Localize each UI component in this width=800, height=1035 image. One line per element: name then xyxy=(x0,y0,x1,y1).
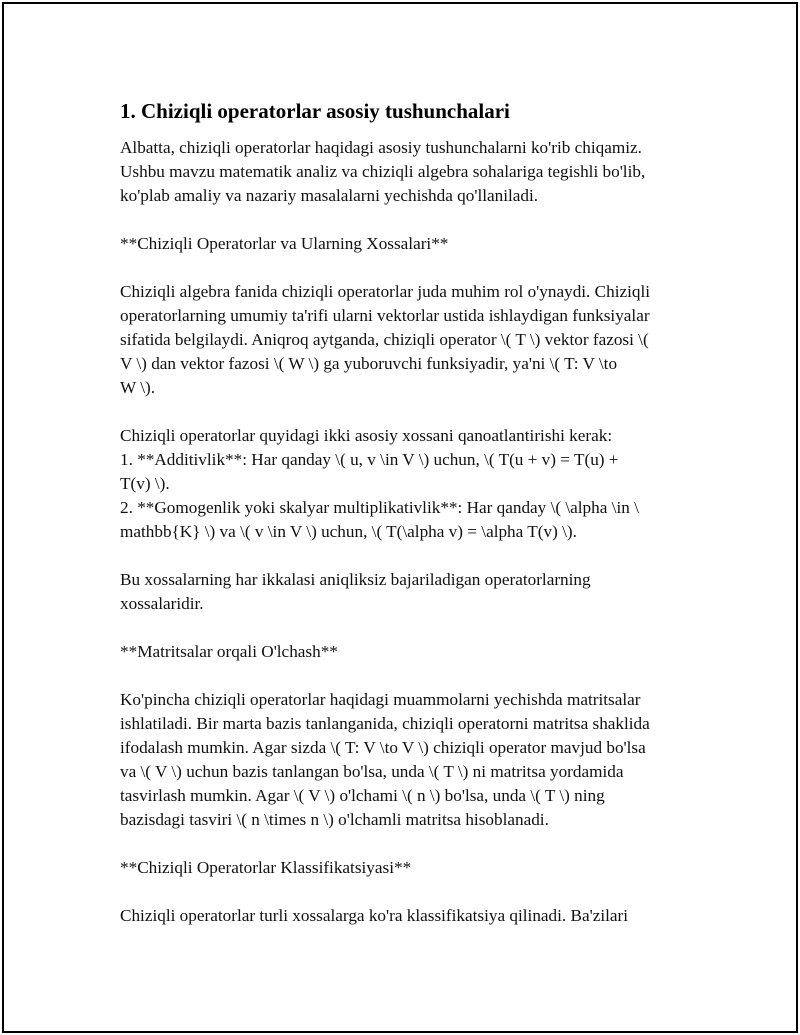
text-line: **Matritsalar orqali O'lchash** xyxy=(120,642,338,661)
text-line: ifodalash mumkin. Agar sizda \( T: V \to V \) chiziqli operator mavjud bo'lsa xyxy=(120,738,646,757)
paragraph xyxy=(120,640,695,664)
paragraph xyxy=(120,232,695,256)
text-line: 2. **Gomogenlik yoki skalyar multiplikativlik**: Har qanday \( \alpha \in \ xyxy=(120,498,639,517)
text-line: operatorlarning umumiy ta'rifi ularni vektorlar ustida ishlaydigan funksiyalar xyxy=(120,306,650,325)
paragraph xyxy=(120,856,695,880)
document-body xyxy=(120,98,695,952)
text-line: V \) dan vektor fazosi \( W \) ga yuboruvchi funksiyadir, ya'ni \( T: V \to xyxy=(120,354,618,373)
text-line: **Chiziqli Operatorlar va Ularning Xossalari** xyxy=(120,234,449,253)
paragraph xyxy=(120,568,695,616)
text-line: mathbb{K} \) va \( v \in V \) uchun, \( T(\alpha v) = \alpha T(v) \). xyxy=(120,522,577,541)
text-line: Chiziqli operatorlar turli xossalarga ko'ra klassifikatsiya qilinadi. Ba'zilari xyxy=(120,906,628,925)
text-line: Chiziqli algebra fanida chiziqli operatorlar juda muhim rol o'ynaydi. Chiziqli xyxy=(120,282,651,301)
text-line: bazisdagi tasviri \( n \times n \) o'lchamli matritsa hisoblanadi. xyxy=(120,810,549,829)
text-line: 1. **Additivlik**: Har qanday \( u, v \in V \) uchun, \( T(u + v) = T(u) + xyxy=(120,450,619,469)
text-line: W \). xyxy=(120,378,156,397)
text-line: **Chiziqli Operatorlar Klassifikatsiyasi** xyxy=(120,858,412,877)
text-line: Bu xossalarning har ikkalasi aniqliksiz bajariladigan operatorlarning xyxy=(120,570,591,589)
text-line: xossalaridir. xyxy=(120,594,204,613)
text-line: Ushbu mavzu matematik analiz va chiziqli algebra sohalariga tegishli bo'lib, xyxy=(120,162,646,181)
text-line: sifatida belgilaydi. Aniqroq aytganda, chiziqli operator \( T \) vektor fazosi \( xyxy=(120,330,649,349)
page-frame xyxy=(2,2,798,1033)
document-title: 1. Chiziqli operatorlar asosiy tushunchalari xyxy=(120,99,510,123)
text-line: ko'plab amaliy va nazariy masalalarni yechishda qo'llaniladi. xyxy=(120,186,539,205)
paragraph xyxy=(120,280,695,400)
text-line: Ko'pincha chiziqli operatorlar haqidagi muammolarni yechishda matritsalar xyxy=(120,690,641,709)
paragraph xyxy=(120,688,695,832)
text-line: tasvirlash mumkin. Agar \( V \) o'lchami \( n \) bo'lsa, unda \( T \) ning xyxy=(120,786,605,805)
paragraph xyxy=(120,424,695,544)
text-line: ishlatiladi. Bir marta bazis tanlanganida, chiziqli operatorni matritsa shaklida xyxy=(120,714,650,733)
text-line: Chiziqli operatorlar quyidagi ikki asosiy xossani qanoatlantirishi kerak: xyxy=(120,426,613,445)
paragraph xyxy=(120,136,695,208)
paragraph-list xyxy=(120,136,695,928)
text-line: va \( V \) uchun bazis tanlangan bo'lsa, unda \( T \) ni matritsa yordamida xyxy=(120,762,624,781)
paragraph xyxy=(120,904,695,928)
text-line: Albatta, chiziqli operatorlar haqidagi asosiy tushunchalarni ko'rib chiqamiz. xyxy=(120,138,642,157)
text-line: T(v) \). xyxy=(120,474,170,493)
